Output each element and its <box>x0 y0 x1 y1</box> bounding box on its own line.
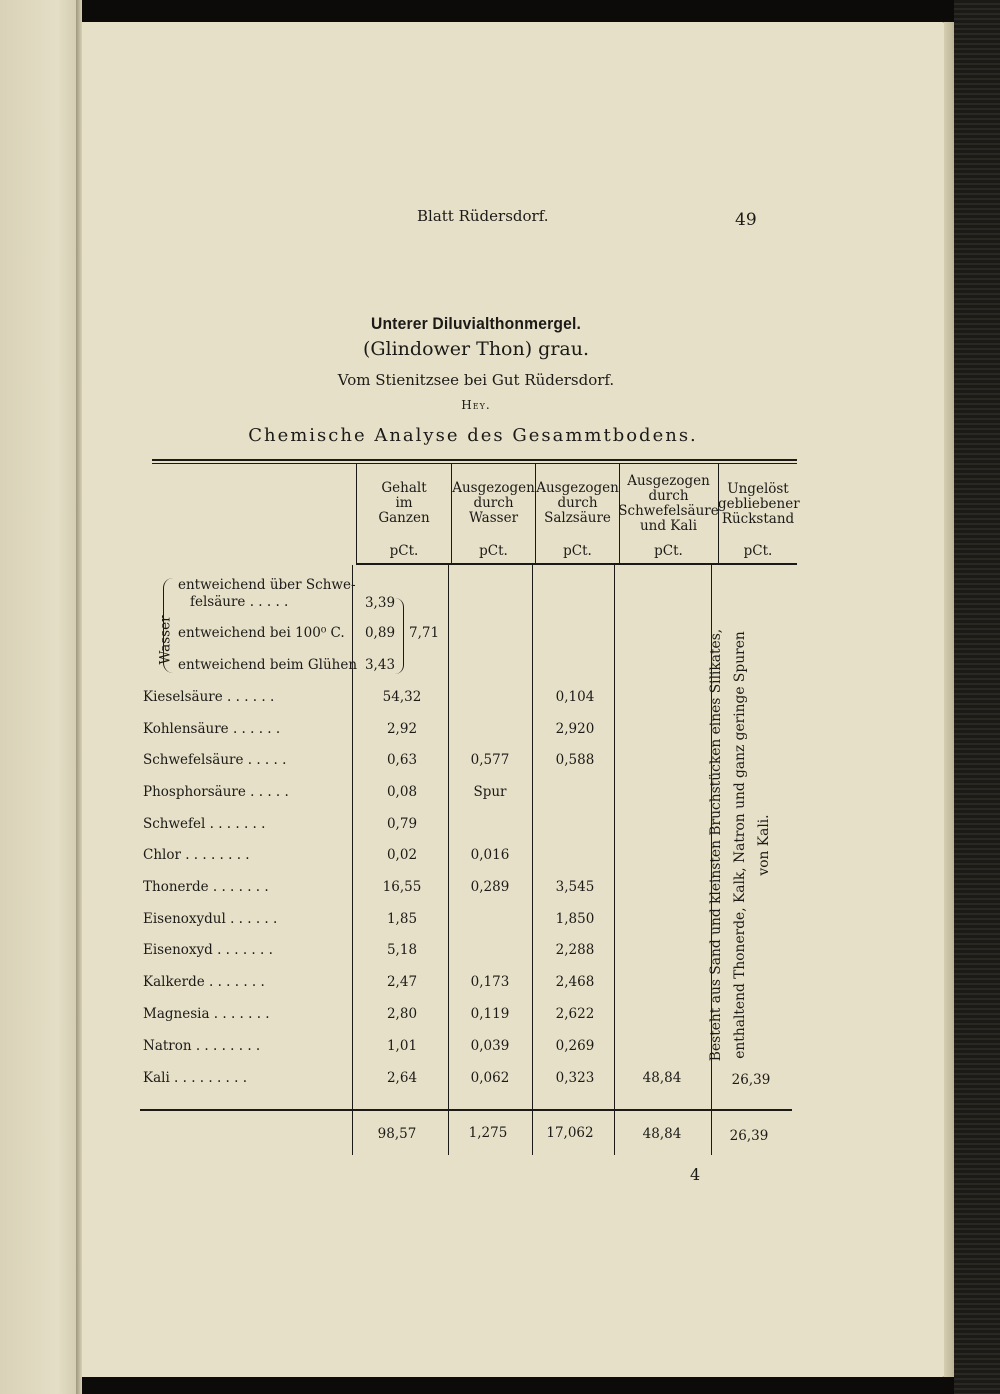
column-divider <box>532 565 533 1155</box>
totals-rule <box>140 1109 792 1111</box>
page-edge <box>944 22 954 1377</box>
unit-label: pCt. <box>563 543 592 559</box>
running-title: Blatt Rüdersdorf. <box>417 207 549 225</box>
left-brace <box>163 578 174 673</box>
col-header-salzsaeure: Ausgezogen durch Salzsäure <box>536 480 619 526</box>
unit-label: pCt. <box>743 543 773 559</box>
rueckstand-note: Besteht aus Sand und kleinsten Bruchstücken eines Silikates, enthaltend Thonerde, Kalk, Natron und ganz geringe Spuren von Kali. <box>708 628 772 1062</box>
table-top-rule <box>152 459 797 461</box>
cell-ganzen: 0,89 <box>364 625 396 641</box>
wasser-sum: 7,71 <box>409 625 440 641</box>
right-brace <box>395 598 404 674</box>
row-label: entweichend über Schwe- <box>178 577 356 593</box>
row-label: entweichend beim Glühen <box>178 657 358 673</box>
column-divider <box>352 565 353 1155</box>
wasser-group-label: Wasser <box>157 615 174 665</box>
book-binding <box>954 0 1000 1394</box>
col-header-schwefel-kali: Ausgezogen durch Schwefelsäure und Kali <box>618 473 719 534</box>
column-divider <box>448 565 449 1155</box>
unit-label: pCt. <box>654 543 683 559</box>
unit-label: pCt. <box>389 543 419 559</box>
row-label: entweichend bei 100⁰ C. <box>178 625 345 641</box>
header-bottom-rule <box>356 563 797 565</box>
unit-label: pCt. <box>479 543 508 559</box>
cell-ganzen: 3,43 <box>364 657 396 673</box>
page-number: 49 <box>735 210 757 230</box>
table-top-rule-thin <box>152 463 797 464</box>
book-left-page-edge <box>0 0 82 1394</box>
col-header-ganzen: Gehalt im Ganzen <box>378 480 430 526</box>
document-title: Unterer Diluvialthonmergel. <box>370 314 582 333</box>
document-subtitle: (Glindower Thon) grau. <box>362 338 590 360</box>
analysis-heading: Chemische Analyse des Gesammtbodens. <box>248 425 698 446</box>
col-header-wasser: Ausgezogen durch Wasser <box>452 480 535 526</box>
row-label: felsäure . . . . . <box>190 594 289 610</box>
column-divider <box>614 565 615 1155</box>
cell-ganzen: 3,39 <box>364 595 396 611</box>
sample-location: Vom Stienitzsee bei Gut Rüdersdorf. <box>337 371 615 389</box>
signature-mark: 4 <box>690 1165 701 1184</box>
analyst-name: Hey. <box>461 398 491 412</box>
col-header-rueckstand: Ungelöst gebliebener Rückstand <box>718 481 800 527</box>
